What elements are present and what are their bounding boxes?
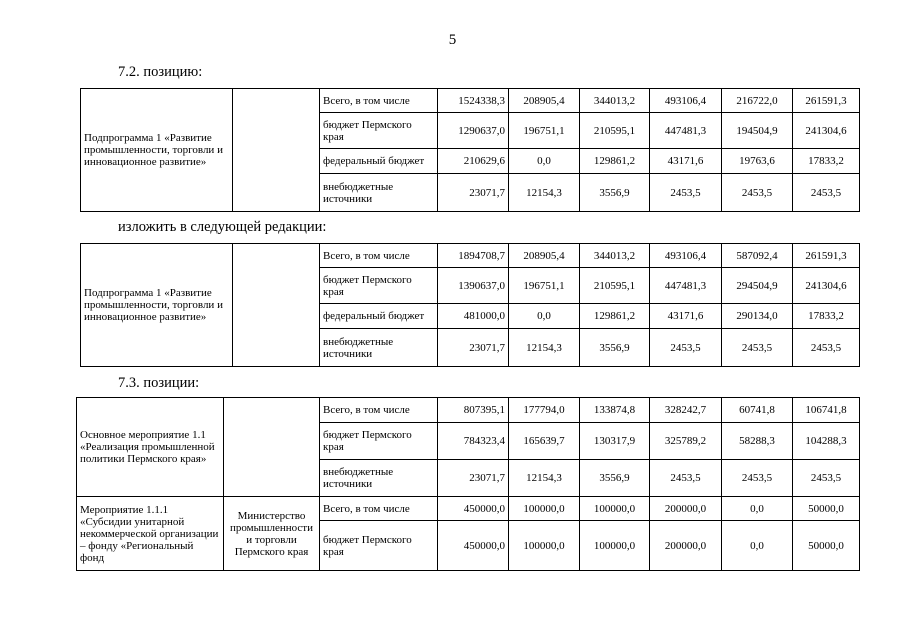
value-cell: 0,0: [722, 497, 793, 521]
value-cell: 17833,2: [793, 304, 860, 329]
funding-source-cell: внебюджетные источники: [320, 174, 438, 212]
value-cell: 0,0: [509, 149, 580, 174]
value-cell: 23071,7: [438, 174, 509, 212]
value-cell: 100000,0: [509, 521, 580, 571]
value-cell: 200000,0: [650, 497, 722, 521]
value-cell: 241304,6: [793, 113, 860, 149]
value-cell: 43171,6: [650, 149, 722, 174]
value-cell: 481000,0: [438, 304, 509, 329]
value-cell: 1894708,7: [438, 244, 509, 268]
value-cell: 2453,5: [650, 174, 722, 212]
value-cell: 294504,9: [722, 268, 793, 304]
value-cell: 12154,3: [509, 174, 580, 212]
value-cell: 344013,2: [580, 244, 650, 268]
table-current-subprogram-1: [80, 88, 860, 212]
funding-source-cell: бюджет Пермского края: [320, 521, 438, 571]
value-cell: 100000,0: [580, 521, 650, 571]
value-cell: 1290637,0: [438, 113, 509, 149]
value-cell: 60741,8: [722, 398, 793, 423]
value-cell: 19763,6: [722, 149, 793, 174]
funding-source-cell: федеральный бюджет: [320, 304, 438, 329]
value-cell: 447481,3: [650, 113, 722, 149]
value-cell: 129861,2: [580, 149, 650, 174]
executor-cell: Министерство промышленности и торговли Пермского края: [224, 497, 320, 571]
funding-source-cell: Всего, в том числе: [320, 244, 438, 268]
funding-source-cell: федеральный бюджет: [320, 149, 438, 174]
funding-source-cell: Всего, в том числе: [320, 398, 438, 423]
value-cell: 208905,4: [509, 244, 580, 268]
value-cell: 2453,5: [793, 329, 860, 367]
executor-cell: [233, 89, 320, 212]
value-cell: 216722,0: [722, 89, 793, 113]
funding-source-cell: бюджет Пермского края: [320, 113, 438, 149]
value-cell: 290134,0: [722, 304, 793, 329]
value-cell: 100000,0: [509, 497, 580, 521]
value-cell: 2453,5: [650, 460, 722, 497]
value-cell: 12154,3: [509, 329, 580, 367]
value-cell: 261591,3: [793, 89, 860, 113]
value-cell: 447481,3: [650, 268, 722, 304]
value-cell: 1524338,3: [438, 89, 509, 113]
value-cell: 50000,0: [793, 497, 860, 521]
value-cell: 208905,4: [509, 89, 580, 113]
value-cell: 2453,5: [650, 329, 722, 367]
value-cell: 493106,4: [650, 89, 722, 113]
value-cell: 325789,2: [650, 423, 722, 460]
value-cell: 133874,8: [580, 398, 650, 423]
value-cell: 2453,5: [793, 174, 860, 212]
value-cell: 587092,4: [722, 244, 793, 268]
value-cell: 106741,8: [793, 398, 860, 423]
value-cell: 130317,9: [580, 423, 650, 460]
value-cell: 807395,1: [438, 398, 509, 423]
page-number: 5: [448, 32, 457, 48]
value-cell: 196751,1: [509, 113, 580, 149]
value-cell: 450000,0: [438, 521, 509, 571]
value-cell: 177794,0: [509, 398, 580, 423]
table-row: [77, 497, 860, 521]
value-cell: 196751,1: [509, 268, 580, 304]
section-heading-7-3: 7.3. позиции:: [118, 375, 200, 391]
activity-name-cell: Мероприятие 1.1.1 «Субсидии унитарной некоммерческой организации – фонду «Региональный фонд: [77, 497, 224, 571]
funding-source-cell: внебюджетные источники: [320, 329, 438, 367]
value-cell: 3556,9: [580, 174, 650, 212]
table-row: [81, 89, 860, 113]
table-activities: [76, 397, 860, 571]
value-cell: 210595,1: [580, 268, 650, 304]
table-new-subprogram-1: [80, 243, 860, 367]
funding-source-cell: бюджет Пермского края: [320, 268, 438, 304]
executor-cell: [224, 398, 320, 497]
value-cell: 210595,1: [580, 113, 650, 149]
value-cell: 2453,5: [722, 174, 793, 212]
program-name-cell: Подпрограмма 1 «Развитие промышленности, торговли и инновационное развитие»: [81, 89, 233, 212]
value-cell: 210629,6: [438, 149, 509, 174]
program-name-cell: Подпрограмма 1 «Развитие промышленности, торговли и инновационное развитие»: [81, 244, 233, 367]
value-cell: 784323,4: [438, 423, 509, 460]
value-cell: 50000,0: [793, 521, 860, 571]
value-cell: 2453,5: [722, 329, 793, 367]
value-cell: 0,0: [722, 521, 793, 571]
value-cell: 450000,0: [438, 497, 509, 521]
value-cell: 2453,5: [722, 460, 793, 497]
value-cell: 1390637,0: [438, 268, 509, 304]
funding-source-cell: Всего, в том числе: [320, 497, 438, 521]
value-cell: 165639,7: [509, 423, 580, 460]
section-heading-7-2: 7.2. позицию:: [118, 64, 203, 80]
value-cell: 344013,2: [580, 89, 650, 113]
value-cell: 200000,0: [650, 521, 722, 571]
value-cell: 23071,7: [438, 329, 509, 367]
funding-source-cell: Всего, в том числе: [320, 89, 438, 113]
value-cell: 23071,7: [438, 460, 509, 497]
activity-name-cell: Основное мероприятие 1.1 «Реализация промышленной политики Пермского края»: [77, 398, 224, 497]
value-cell: 43171,6: [650, 304, 722, 329]
funding-source-cell: бюджет Пермского края: [320, 423, 438, 460]
value-cell: 328242,7: [650, 398, 722, 423]
value-cell: 3556,9: [580, 460, 650, 497]
value-cell: 3556,9: [580, 329, 650, 367]
value-cell: 17833,2: [793, 149, 860, 174]
value-cell: 2453,5: [793, 460, 860, 497]
table-row: [81, 244, 860, 268]
value-cell: 0,0: [509, 304, 580, 329]
value-cell: 194504,9: [722, 113, 793, 149]
value-cell: 104288,3: [793, 423, 860, 460]
value-cell: 58288,3: [722, 423, 793, 460]
value-cell: 241304,6: [793, 268, 860, 304]
table-row: [77, 398, 860, 423]
value-cell: 100000,0: [580, 497, 650, 521]
section-heading-new-edition: изложить в следующей редакции:: [118, 219, 327, 235]
funding-source-cell: внебюджетные источники: [320, 460, 438, 497]
value-cell: 129861,2: [580, 304, 650, 329]
value-cell: 12154,3: [509, 460, 580, 497]
value-cell: 493106,4: [650, 244, 722, 268]
value-cell: 261591,3: [793, 244, 860, 268]
executor-cell: [233, 244, 320, 367]
